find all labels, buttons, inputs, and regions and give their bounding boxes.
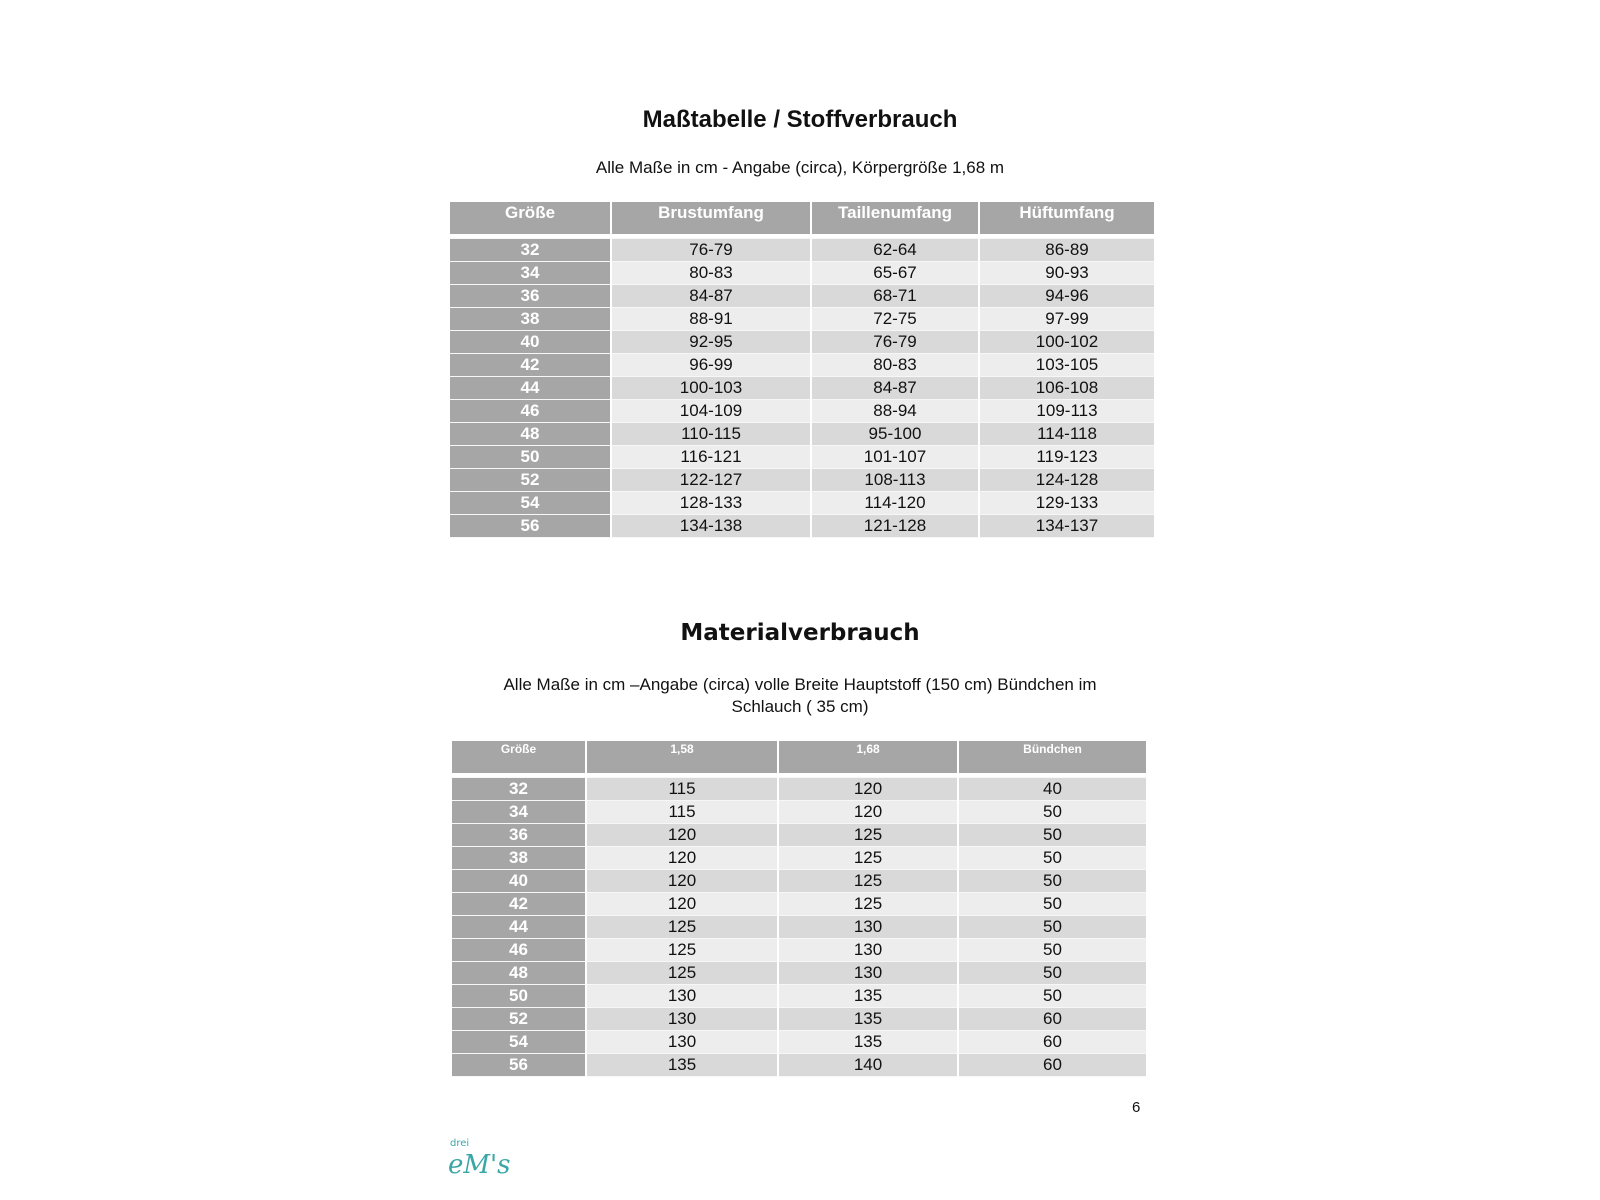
header-cuff: Bündchen <box>959 741 1146 773</box>
value-cell: 86-89 <box>980 239 1154 262</box>
page-number: 6 <box>1132 1099 1141 1116</box>
size-cell: 40 <box>452 870 585 893</box>
size-chart-row <box>450 354 1154 377</box>
value-cell: 110-115 <box>612 423 810 446</box>
brand-logo <box>448 1135 518 1181</box>
value-cell: 116-121 <box>612 446 810 469</box>
value-cell: 140 <box>779 1054 957 1077</box>
value-cell: 68-71 <box>812 285 978 308</box>
value-cell: 130 <box>779 916 957 939</box>
value-cell: 134-137 <box>980 515 1154 538</box>
size-cell: 46 <box>450 400 610 423</box>
size-cell: 52 <box>452 1008 585 1031</box>
size-chart-row <box>450 515 1154 538</box>
size-cell: 56 <box>450 515 610 538</box>
value-cell: 50 <box>959 801 1146 824</box>
value-cell: 135 <box>779 1008 957 1031</box>
value-cell: 101-107 <box>812 446 978 469</box>
value-cell: 50 <box>959 939 1146 962</box>
size-chart-row <box>450 469 1154 492</box>
header-chest: Brustumfang <box>612 202 810 234</box>
value-cell: 130 <box>587 1031 777 1054</box>
size-cell: 32 <box>450 239 610 262</box>
size-chart-row <box>450 285 1154 308</box>
value-cell: 120 <box>779 801 957 824</box>
value-cell: 120 <box>587 847 777 870</box>
value-cell: 104-109 <box>612 400 810 423</box>
value-cell: 90-93 <box>980 262 1154 285</box>
material-title: Materialverbrauch <box>680 620 920 646</box>
value-cell: 60 <box>959 1008 1146 1031</box>
size-chart-row <box>450 492 1154 515</box>
value-cell: 88-94 <box>812 400 978 423</box>
material-row <box>452 1031 1146 1054</box>
value-cell: 50 <box>959 985 1146 1008</box>
size-cell: 40 <box>450 331 610 354</box>
size-cell: 42 <box>450 354 610 377</box>
value-cell: 97-99 <box>980 308 1154 331</box>
value-cell: 108-113 <box>812 469 978 492</box>
value-cell: 100-102 <box>980 331 1154 354</box>
value-cell: 60 <box>959 1054 1146 1077</box>
size-chart-row <box>450 400 1154 423</box>
value-cell: 135 <box>779 1031 957 1054</box>
value-cell: 50 <box>959 824 1146 847</box>
size-cell: 44 <box>450 377 610 400</box>
value-cell: 50 <box>959 893 1146 916</box>
value-cell: 129-133 <box>980 492 1154 515</box>
material-subtitle: Alle Maße in cm –Angabe (circa) volle Breite Hauptstoff (150 cm) Bündchen im Schlauch ( 35 cm) <box>503 675 1097 716</box>
value-cell: 84-87 <box>612 285 810 308</box>
size-cell: 38 <box>450 308 610 331</box>
value-cell: 120 <box>587 870 777 893</box>
value-cell: 115 <box>587 778 777 801</box>
logo-text-main: eM's <box>448 1150 511 1180</box>
material-row <box>452 916 1146 939</box>
value-cell: 120 <box>587 824 777 847</box>
value-cell: 125 <box>779 870 957 893</box>
material-table <box>450 741 1148 1077</box>
value-cell: 65-67 <box>812 262 978 285</box>
value-cell: 135 <box>779 985 957 1008</box>
material-row <box>452 824 1146 847</box>
material-row <box>452 801 1146 824</box>
value-cell: 103-105 <box>980 354 1154 377</box>
value-cell: 50 <box>959 962 1146 985</box>
size-cell: 44 <box>452 916 585 939</box>
material-row <box>452 939 1146 962</box>
value-cell: 130 <box>779 962 957 985</box>
value-cell: 130 <box>587 985 777 1008</box>
value-cell: 62-64 <box>812 239 978 262</box>
value-cell: 50 <box>959 847 1146 870</box>
size-chart-row <box>450 331 1154 354</box>
material-row <box>452 1008 1146 1031</box>
size-cell: 34 <box>452 801 585 824</box>
value-cell: 40 <box>959 778 1146 801</box>
value-cell: 80-83 <box>612 262 810 285</box>
value-cell: 125 <box>779 824 957 847</box>
material-header-row <box>452 741 1146 773</box>
value-cell: 125 <box>779 893 957 916</box>
size-chart-title: Maßtabelle / Stoffverbrauch <box>642 106 958 133</box>
size-chart-row <box>450 377 1154 400</box>
material-row <box>452 870 1146 893</box>
size-cell: 54 <box>450 492 610 515</box>
value-cell: 125 <box>587 962 777 985</box>
value-cell: 125 <box>587 916 777 939</box>
value-cell: 96-99 <box>612 354 810 377</box>
value-cell: 125 <box>587 939 777 962</box>
size-cell: 38 <box>452 847 585 870</box>
value-cell: 124-128 <box>980 469 1154 492</box>
value-cell: 95-100 <box>812 423 978 446</box>
size-cell: 50 <box>450 446 610 469</box>
size-chart-row <box>450 423 1154 446</box>
size-cell: 56 <box>452 1054 585 1077</box>
size-chart-row <box>450 262 1154 285</box>
value-cell: 121-128 <box>812 515 978 538</box>
material-row <box>452 778 1146 801</box>
header-height-168: 1,68 <box>779 741 957 773</box>
value-cell: 134-138 <box>612 515 810 538</box>
header-hip: Hüftumfang <box>980 202 1154 234</box>
value-cell: 50 <box>959 870 1146 893</box>
value-cell: 114-118 <box>980 423 1154 446</box>
logo-text-top: drei <box>450 1138 470 1149</box>
value-cell: 119-123 <box>980 446 1154 469</box>
material-row <box>452 893 1146 916</box>
material-row <box>452 847 1146 870</box>
value-cell: 84-87 <box>812 377 978 400</box>
size-cell: 34 <box>450 262 610 285</box>
size-cell: 50 <box>452 985 585 1008</box>
material-row <box>452 962 1146 985</box>
material-row <box>452 985 1146 1008</box>
value-cell: 88-91 <box>612 308 810 331</box>
header-size: Größe <box>452 741 585 773</box>
value-cell: 100-103 <box>612 377 810 400</box>
size-cell: 54 <box>452 1031 585 1054</box>
value-cell: 120 <box>779 778 957 801</box>
value-cell: 128-133 <box>612 492 810 515</box>
value-cell: 115 <box>587 801 777 824</box>
value-cell: 125 <box>779 847 957 870</box>
size-cell: 42 <box>452 893 585 916</box>
size-chart-subtitle: Alle Maße in cm - Angabe (circa), Körpergröße 1,68 m <box>595 158 1005 177</box>
value-cell: 122-127 <box>612 469 810 492</box>
value-cell: 94-96 <box>980 285 1154 308</box>
size-cell: 32 <box>452 778 585 801</box>
value-cell: 72-75 <box>812 308 978 331</box>
header-waist: Taillenumfang <box>812 202 978 234</box>
size-cell: 48 <box>450 423 610 446</box>
size-chart-body <box>450 234 1154 538</box>
value-cell: 60 <box>959 1031 1146 1054</box>
size-chart-header-row <box>450 202 1154 234</box>
header-size: Größe <box>450 202 610 234</box>
size-chart-table <box>448 202 1156 538</box>
value-cell: 92-95 <box>612 331 810 354</box>
value-cell: 130 <box>779 939 957 962</box>
value-cell: 50 <box>959 916 1146 939</box>
material-row <box>452 1054 1146 1077</box>
value-cell: 130 <box>587 1008 777 1031</box>
size-cell: 52 <box>450 469 610 492</box>
value-cell: 135 <box>587 1054 777 1077</box>
value-cell: 80-83 <box>812 354 978 377</box>
value-cell: 76-79 <box>612 239 810 262</box>
value-cell: 109-113 <box>980 400 1154 423</box>
size-chart-row <box>450 308 1154 331</box>
header-height-158: 1,58 <box>587 741 777 773</box>
size-cell: 48 <box>452 962 585 985</box>
value-cell: 120 <box>587 893 777 916</box>
size-chart-row <box>450 446 1154 469</box>
value-cell: 114-120 <box>812 492 978 515</box>
size-chart-row <box>450 239 1154 262</box>
value-cell: 76-79 <box>812 331 978 354</box>
size-cell: 46 <box>452 939 585 962</box>
material-body <box>452 773 1146 1077</box>
value-cell: 106-108 <box>980 377 1154 400</box>
size-cell: 36 <box>450 285 610 308</box>
size-cell: 36 <box>452 824 585 847</box>
